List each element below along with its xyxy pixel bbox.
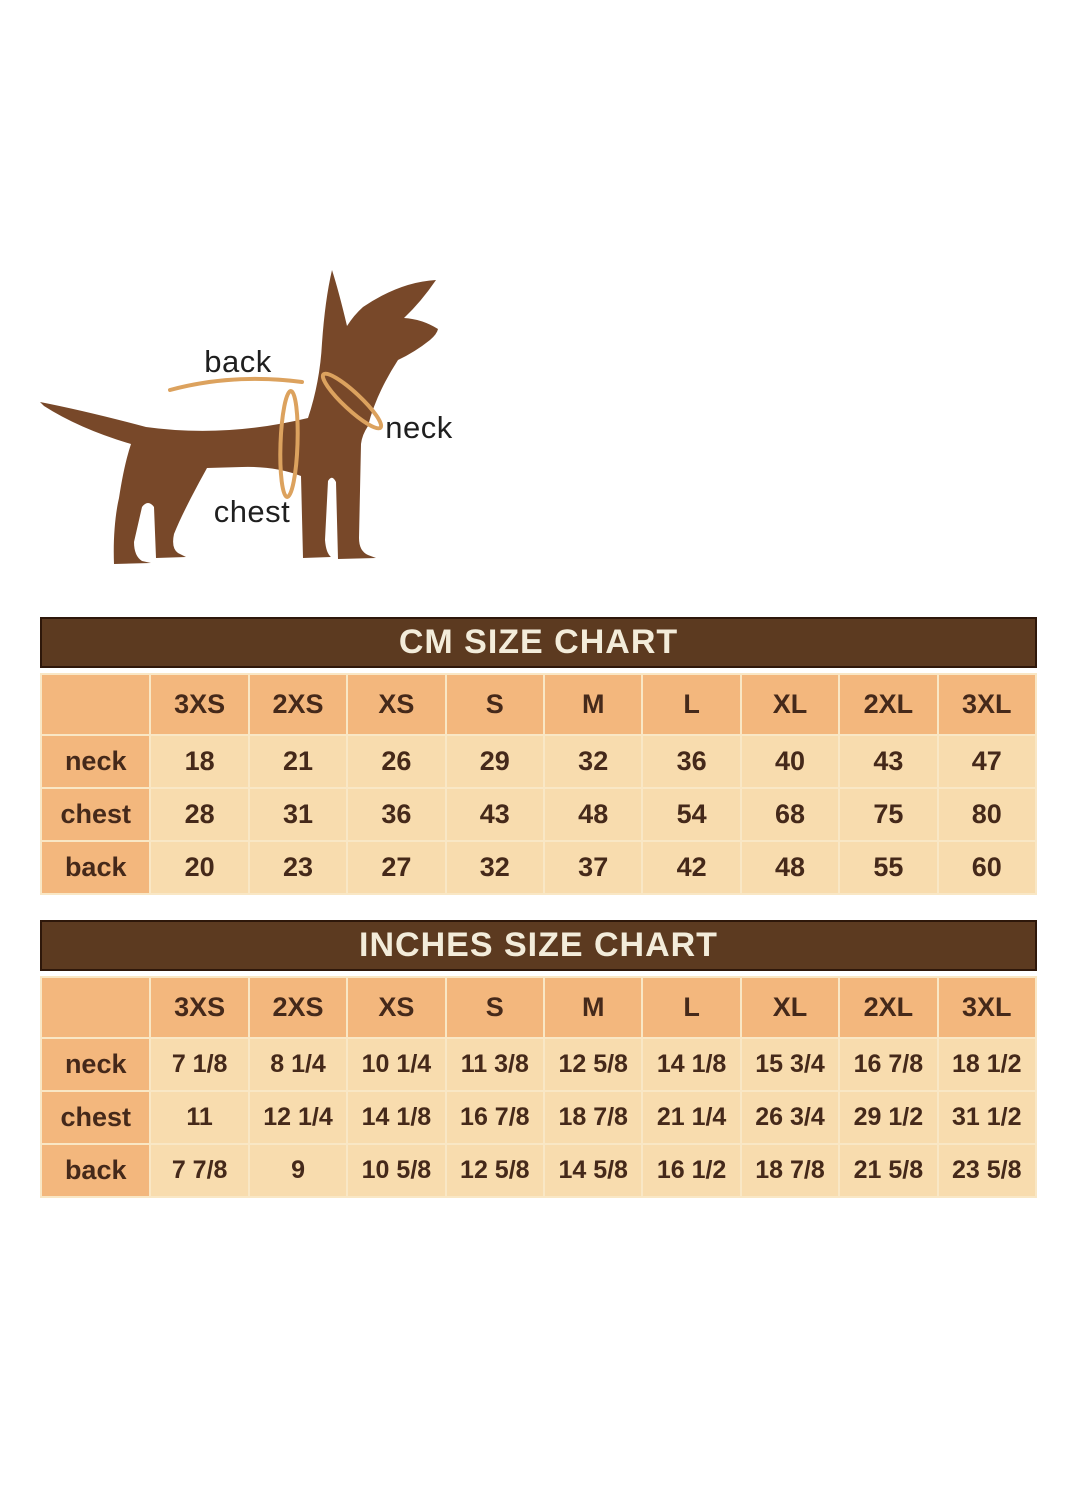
cell-chest-l: 54 — [642, 788, 740, 841]
inches-size-chart — [40, 920, 1037, 1198]
size-header-row — [41, 977, 1036, 1038]
cell-back-m: 37 — [544, 841, 642, 894]
cell-neck-2xl: 16 7/8 — [839, 1038, 937, 1091]
cell-chest-3xs: 28 — [150, 788, 248, 841]
cell-neck-2xl: 43 — [839, 735, 937, 788]
size-header-row — [41, 674, 1036, 735]
dog-diagram-svg — [20, 230, 560, 610]
cell-neck-l: 14 1/8 — [642, 1038, 740, 1091]
measurement-row-back — [41, 841, 1036, 894]
size-column-l: L — [642, 977, 740, 1038]
size-column-m: M — [544, 977, 642, 1038]
cell-back-s: 12 5/8 — [446, 1144, 544, 1197]
cell-neck-3xs: 7 1/8 — [150, 1038, 248, 1091]
back-measure-label: back — [204, 344, 272, 379]
size-column-xl: XL — [741, 977, 839, 1038]
cell-neck-xs: 26 — [347, 735, 445, 788]
measurement-row-back — [41, 1144, 1036, 1197]
row-label-back: back — [41, 1144, 150, 1197]
corner-cell — [41, 674, 150, 735]
cell-back-s: 32 — [446, 841, 544, 894]
cell-back-xs: 10 5/8 — [347, 1144, 445, 1197]
cell-back-3xs: 7 7/8 — [150, 1144, 248, 1197]
neck-measure-label: neck — [385, 410, 453, 445]
size-column-m: M — [544, 674, 642, 735]
size-column-2xl: 2XL — [839, 674, 937, 735]
corner-cell — [41, 977, 150, 1038]
cell-back-l: 16 1/2 — [642, 1144, 740, 1197]
cell-neck-xl: 15 3/4 — [741, 1038, 839, 1091]
cell-chest-2xl: 29 1/2 — [839, 1091, 937, 1144]
cell-neck-m: 12 5/8 — [544, 1038, 642, 1091]
cell-chest-3xl: 80 — [938, 788, 1036, 841]
size-column-xl: XL — [741, 674, 839, 735]
cell-back-xl: 18 7/8 — [741, 1144, 839, 1197]
cell-neck-s: 11 3/8 — [446, 1038, 544, 1091]
cell-chest-xl: 68 — [741, 788, 839, 841]
row-label-neck: neck — [41, 1038, 150, 1091]
row-label-neck: neck — [41, 735, 150, 788]
inches-size-table — [40, 976, 1037, 1198]
cell-back-l: 42 — [642, 841, 740, 894]
cm-chart-title: CM SIZE CHART — [398, 623, 679, 661]
cell-back-xs: 27 — [347, 841, 445, 894]
cell-back-m: 14 5/8 — [544, 1144, 642, 1197]
cell-back-2xl: 55 — [839, 841, 937, 894]
cell-chest-3xs: 11 — [150, 1091, 248, 1144]
cell-neck-m: 32 — [544, 735, 642, 788]
cm-size-table — [40, 673, 1037, 895]
cell-back-3xl: 60 — [938, 841, 1036, 894]
cell-chest-l: 21 1/4 — [642, 1091, 740, 1144]
size-column-3xs: 3XS — [150, 977, 248, 1038]
cm-size-chart — [40, 617, 1037, 895]
cell-neck-xs: 10 1/4 — [347, 1038, 445, 1091]
cell-neck-xl: 40 — [741, 735, 839, 788]
cell-chest-xs: 36 — [347, 788, 445, 841]
inches-chart-title-bar — [40, 920, 1037, 971]
cell-chest-xl: 26 3/4 — [741, 1091, 839, 1144]
cell-back-2xs: 9 — [249, 1144, 347, 1197]
size-column-xs: XS — [347, 674, 445, 735]
cell-back-3xs: 20 — [150, 841, 248, 894]
cell-chest-2xs: 12 1/4 — [249, 1091, 347, 1144]
cell-chest-2xs: 31 — [249, 788, 347, 841]
cell-chest-2xl: 75 — [839, 788, 937, 841]
cell-neck-2xs: 8 1/4 — [249, 1038, 347, 1091]
size-column-3xl: 3XL — [938, 674, 1036, 735]
size-column-s: S — [446, 977, 544, 1038]
size-column-3xs: 3XS — [150, 674, 248, 735]
back-measurement-line — [170, 379, 302, 390]
row-label-chest: chest — [41, 788, 150, 841]
measurement-row-neck — [41, 735, 1036, 788]
size-column-xs: XS — [347, 977, 445, 1038]
cell-chest-m: 18 7/8 — [544, 1091, 642, 1144]
cell-neck-2xs: 21 — [249, 735, 347, 788]
cell-back-3xl: 23 5/8 — [938, 1144, 1036, 1197]
cell-neck-l: 36 — [642, 735, 740, 788]
cell-neck-3xl: 47 — [938, 735, 1036, 788]
cell-chest-s: 16 7/8 — [446, 1091, 544, 1144]
cell-neck-3xl: 18 1/2 — [938, 1038, 1036, 1091]
size-column-2xs: 2XS — [249, 977, 347, 1038]
chest-measure-label: chest — [213, 494, 291, 529]
size-column-l: L — [642, 674, 740, 735]
row-label-back: back — [41, 841, 150, 894]
cell-neck-s: 29 — [446, 735, 544, 788]
inches-chart-title: INCHES SIZE CHART — [359, 926, 718, 964]
cell-chest-3xl: 31 1/2 — [938, 1091, 1036, 1144]
cell-chest-xs: 14 1/8 — [347, 1091, 445, 1144]
cell-back-2xs: 23 — [249, 841, 347, 894]
cell-back-xl: 48 — [741, 841, 839, 894]
cell-chest-m: 48 — [544, 788, 642, 841]
dog-measurement-diagram — [20, 230, 560, 610]
size-column-3xl: 3XL — [938, 977, 1036, 1038]
cell-back-2xl: 21 5/8 — [839, 1144, 937, 1197]
measurement-row-chest — [41, 788, 1036, 841]
cell-chest-s: 43 — [446, 788, 544, 841]
cm-chart-title-bar — [40, 617, 1037, 668]
row-label-chest: chest — [41, 1091, 150, 1144]
cell-neck-3xs: 18 — [150, 735, 248, 788]
size-column-2xs: 2XS — [249, 674, 347, 735]
size-column-2xl: 2XL — [839, 977, 937, 1038]
measurement-row-chest — [41, 1091, 1036, 1144]
measurement-row-neck — [41, 1038, 1036, 1091]
size-column-s: S — [446, 674, 544, 735]
